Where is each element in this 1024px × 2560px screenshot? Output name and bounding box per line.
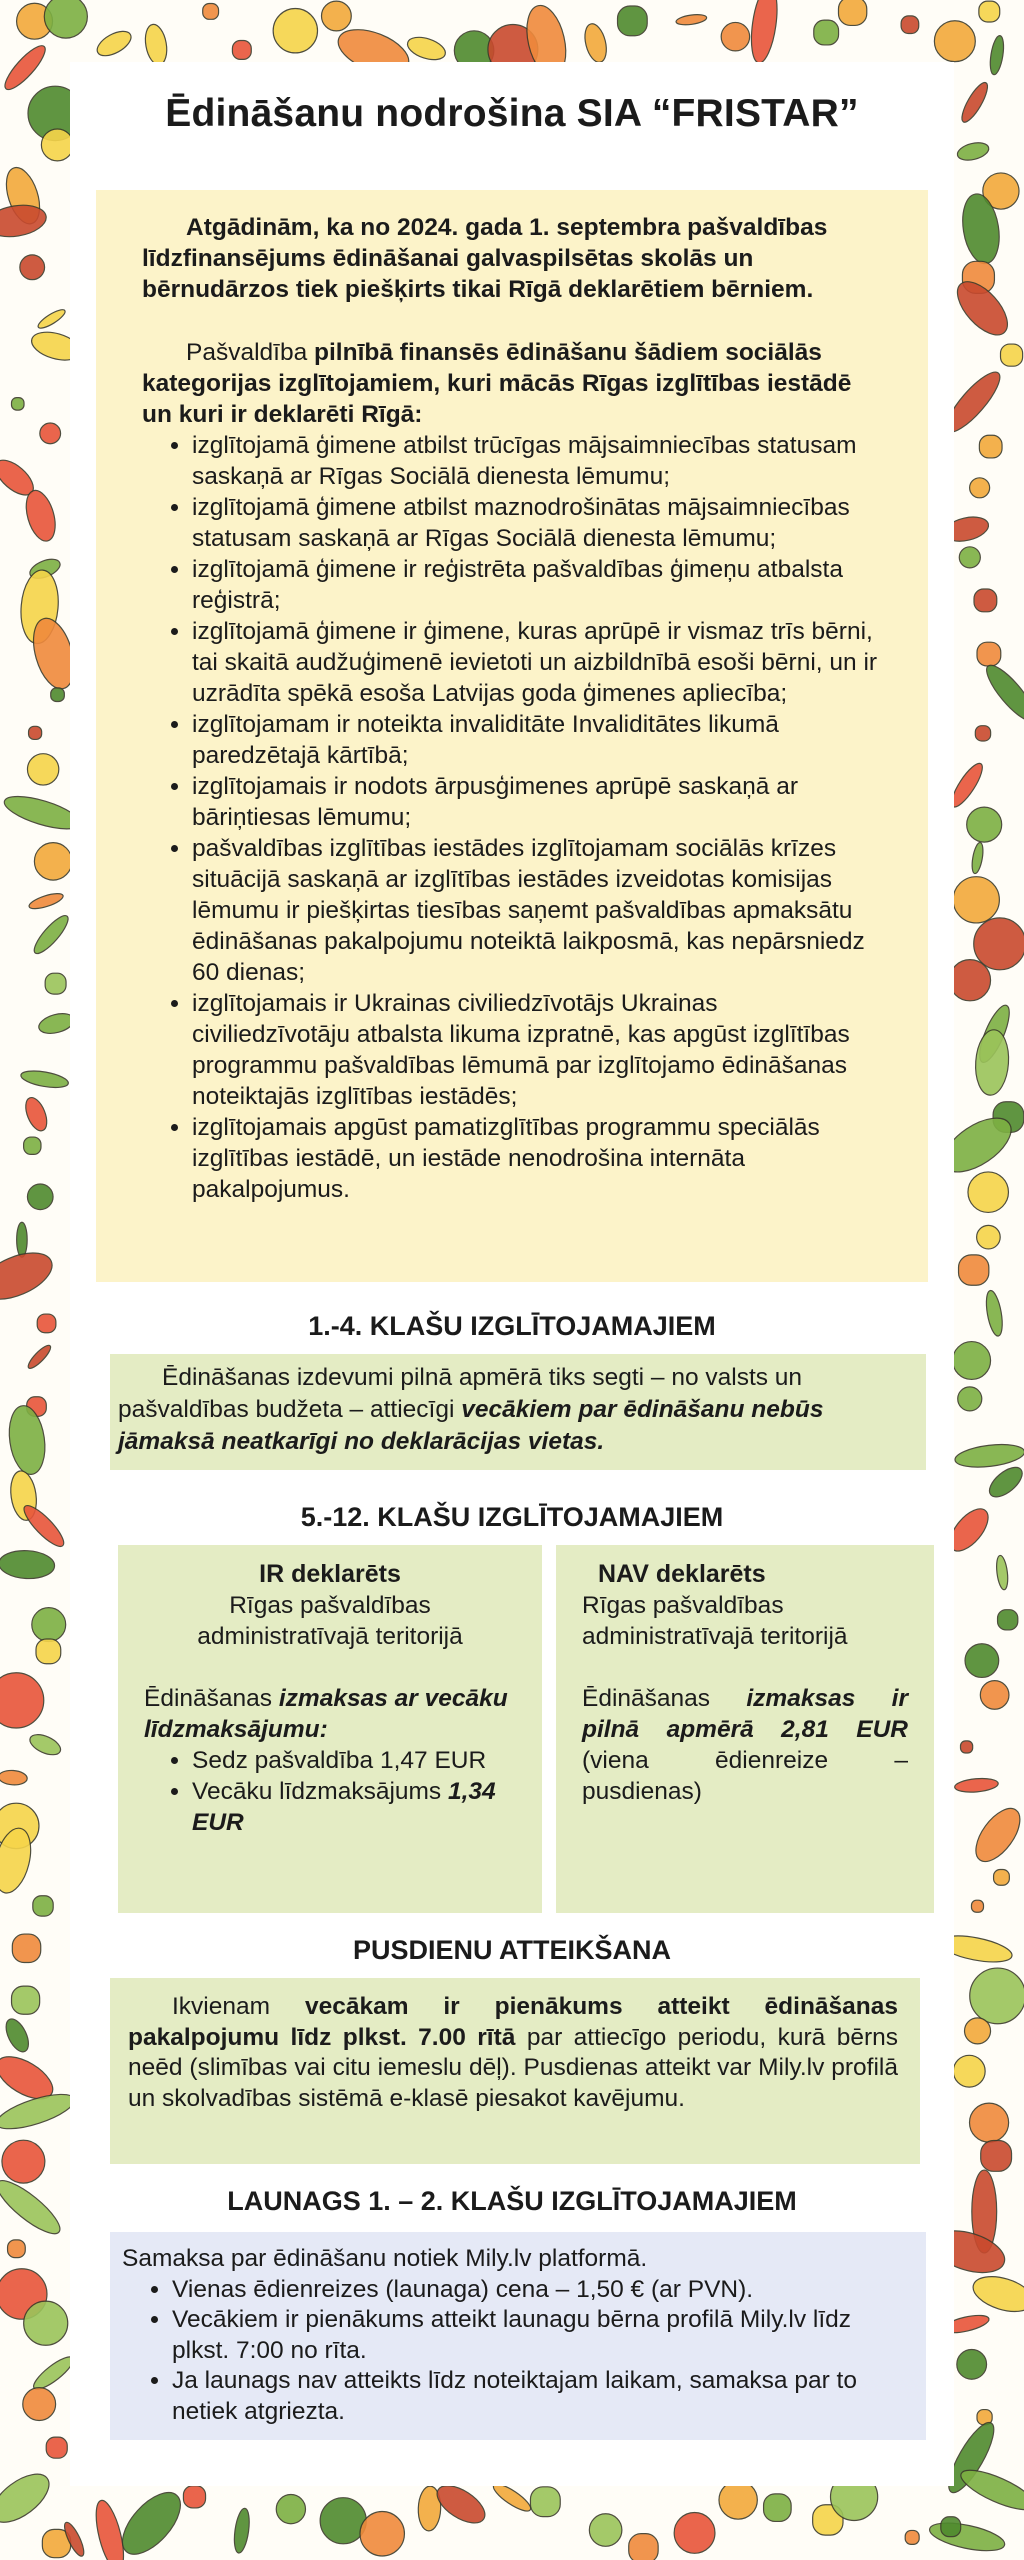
vegetable-decoration [41, 129, 73, 161]
grades-1-4-text: Ēdināšanas izdevumi pilnā apmērā tiks segti – no valsts un pašvaldības budžeta – attiecīgi [118, 1364, 803, 1423]
list-item: • Vienas ēdienreizes (launaga) cena – 1,50 € (ar PVN). [172, 2275, 910, 2306]
vegetable-decoration [721, 22, 749, 50]
vegetable-decoration [24, 1137, 41, 1154]
vegetable-decoration [979, 435, 1002, 458]
vegetable-decoration [276, 2495, 305, 2524]
vegetable-decoration [814, 20, 839, 45]
vegetable-decoration [901, 16, 919, 34]
declared-cost [144, 1683, 516, 1745]
vegetable-decoration [961, 1741, 973, 1753]
not-declared-heading: NAV deklarēts [598, 1560, 766, 1588]
not-declared-cost-suffix: (viena ēdienreize – pusdienas) [582, 1747, 908, 1805]
vegetable-decoration [971, 1900, 983, 1912]
vegetable-decoration [949, 960, 990, 1001]
not-declared-cost-emphasis: izmaksas ir pilnā apmērā 2,81 EUR [582, 1685, 908, 1743]
vegetable-decoration [998, 1610, 1018, 1630]
vegetable-decoration [29, 726, 42, 739]
vegetable-decoration [965, 1644, 999, 1678]
vegetable-decoration [11, 398, 24, 411]
lunch-cancel-box [110, 1978, 920, 2164]
vegetable-decoration [24, 2301, 68, 2345]
snack-list [122, 2275, 910, 2428]
list-item: • pašvaldības izglītības iestādes izglītojamam sociālās krīzes situācijā saskaņā ar izglītības iestādes izveidotas komisijas lēmumu ir piešķirtas tiesības saņemt pašvaldības apmaksātu ēdināšanas pakalpojumu noteiktā laikposmā, kas nepārsniedz 60 dienas; [192, 833, 882, 988]
not-declared-column [556, 1545, 934, 1913]
intro-p2-bold: pilnībā finansēs ēdināšanu šādiem sociālās kategorijas izglītojamiem, kuri mācās Rīgas izglītības iestādē un kuri ir deklarēti Rīgā: [142, 339, 852, 428]
vegetable-decoration [934, 21, 975, 62]
vegetable-decoration [974, 589, 997, 612]
vegetable-decoration [959, 1255, 989, 1285]
vegetable-decoration [974, 918, 1024, 970]
copay-label: Vecāku līdzmaksājums [192, 1778, 448, 1805]
vegetable-decoration [27, 1184, 53, 1210]
list-item: • izglītojamā ģimene ir reģistrēta pašvaldības ģimeņu atbalsta reģistrā; [192, 554, 882, 616]
vegetable-decoration [969, 2103, 1008, 2142]
intro-p1-text: Atgādinām, ka no 2024. gada 1. septembra pašvaldības līdzfinansējums ēdināšanai galvaspilsētas skolās un bērnudārzos tiek piešķirts tikai Rīgā deklarētiem bērniem. [142, 214, 828, 303]
vegetable-decoration [953, 2055, 985, 2087]
list-item [192, 1776, 516, 1838]
vegetable-decoration [838, 0, 866, 25]
vegetable-decoration [32, 1608, 66, 1642]
vegetable-decoration [764, 2494, 792, 2522]
vegetable-decoration [12, 1986, 40, 2014]
vegetable-decoration [20, 255, 45, 280]
vegetable-decoration [958, 1387, 982, 1411]
list-item: • izglītojamā ģimene atbilst trūcīgas mājsaimniecības statusam saskaņā ar Rīgas Sociālā dienesta lēmumu; [192, 430, 882, 492]
grades-1-4-emphasis: vecākiem par ēdināšanu nebūs jāmaksā neatkarīgi no deklarācijas vietas. [118, 1396, 824, 1455]
vegetable-decoration [273, 9, 317, 53]
vegetable-decoration [17, 1222, 28, 1257]
vegetable-decoration [941, 2517, 961, 2537]
list-item: • izglītojamā ģimene ir ģimene, kuras aprūpē ir vismaz trīs bērni, tai skaitā audžuģimenē ievietoti un aizbildnībā esoši bērni, un ir uzrādīta spēkā esoša Latvijas goda ģimenes apliecība; [192, 616, 882, 709]
vegetable-decoration [37, 1314, 56, 1333]
lunch-cancel-bold: vecākam ir pienākums atteikt ēdināšanas pakalpojumu līdz plkst. 7.00 rītā [128, 1993, 899, 2051]
vegetable-decoration [970, 478, 990, 498]
vegetable-decoration [2, 2140, 45, 2183]
vegetable-decoration [967, 807, 1002, 842]
vegetable-decoration [629, 2534, 658, 2560]
copay-amount: 1,34 EUR [192, 1778, 496, 1836]
vegetable-decoration [953, 877, 999, 923]
page-title: Ēdināšanu nodrošina SIA “FRISTAR” [165, 92, 859, 135]
vegetable-decoration [232, 40, 251, 59]
vegetable-decoration [994, 1869, 1010, 1885]
section-heading-grades-5-12: 5.-12. KLAŠU IZGLĪTOJAMAJIEM [300, 1502, 724, 1532]
vegetable-decoration [183, 2486, 205, 2508]
declared-column [118, 1545, 542, 1913]
vegetable-decoration [360, 2512, 404, 2556]
vegetable-decoration [34, 843, 71, 880]
section-heading-snack: LAUNAGS 1. – 2. KLAŠU IZGLĪTOJAMAJIEM [227, 2186, 797, 2216]
snack-intro: Samaksa par ēdināšanu notiek Mily.lv platformā. [122, 2245, 648, 2272]
declared-cost-prefix: Ēdināšanas [144, 1685, 279, 1712]
not-declared-cost [582, 1683, 908, 1807]
vegetable-decoration [320, 2498, 366, 2544]
list-item: • izglītojamais apgūst pamatizglītības programmu speciālās izglītības iestādē, un iestāde nenodrošina internāta pakalpojumus. [192, 1112, 882, 1205]
lunch-cancel-text-2: par attiecīgo periodu, kurā bērns neēd (slimības vai citu iemeslu dēļ). Pusdienas atteikt var Mily.lv profilā un skolvadības sistēmā e-klasē piesakot kavējumu. [128, 2023, 898, 2112]
vegetable-decoration [957, 2349, 987, 2379]
vegetable-decoration [981, 2140, 1012, 2171]
vegetable-decoration [979, 1, 1000, 22]
vegetable-decoration [40, 423, 61, 444]
not-declared-cost-prefix: Ēdināšanas [582, 1685, 747, 1712]
vegetable-decoration [968, 1172, 1008, 1212]
vegetable-decoration [953, 1342, 991, 1380]
list-item: • Vecākiem ir pienākums atteikt launagu bērna profilā Mily.lv līdz plkst. 7:00 no rīta. [172, 2305, 910, 2366]
vegetable-decoration [959, 547, 980, 568]
section-heading-lunch-cancel: PUSDIENU ATTEIKŠANA [352, 1935, 671, 1965]
social-category-list [142, 430, 882, 1205]
section-heading-grades-1-4: 1.-4. KLAŠU IZGLĪTOJAMAJIEM [308, 1311, 716, 1341]
vegetable-decoration [970, 1968, 1024, 2024]
vegetable-decoration [321, 1, 351, 31]
declared-heading: IR deklarēts [259, 1560, 401, 1588]
vegetable-decoration [977, 642, 1001, 666]
vegetable-decoration [530, 2487, 560, 2517]
declared-cost-list [144, 1745, 516, 1838]
vegetable-decoration [977, 1225, 1001, 1249]
vegetable-decoration [12, 1934, 40, 1962]
vegetable-decoration [203, 3, 219, 19]
vegetable-decoration [905, 2530, 919, 2544]
vegetable-decoration [975, 726, 990, 741]
intro-paragraph-2 [142, 337, 882, 430]
declared-cost-emphasis: izmaksas ar vecāku līdzmaksājumu: [144, 1685, 508, 1743]
vegetable-decoration [589, 2514, 622, 2547]
vegetable-decoration [719, 2481, 757, 2519]
list-item: • izglītojamais ir Ukrainas civiliedzīvotājs Ukrainas civiliedzīvotāju atbalsta likuma izpratnē, kas apgūst izglītības programmu pašvaldības lēmumā par izglītojamo ēdināšanas noteiktajās izglītības iestādēs; [192, 988, 882, 1112]
snack-box [110, 2232, 926, 2440]
vegetable-decoration [965, 2018, 991, 2044]
intro-box [96, 190, 928, 1282]
vegetable-decoration [45, 973, 66, 994]
grades-1-4-box [110, 1354, 926, 1470]
lunch-cancel-text-1: Ikvienam [172, 1993, 305, 2020]
vegetable-decoration [980, 1681, 1009, 1710]
not-declared-subtitle: Rīgas pašvaldības administratīvajā teritorijā [582, 1592, 848, 1650]
list-item: • Ja launags nav atteikts līdz noteiktajam laikam, samaksa par to netiek atgriezta. [172, 2366, 910, 2427]
list-item: • izglītojamam ir noteikta invaliditāte Invaliditātes likumā paredzētajā kārtībā; [192, 709, 882, 771]
vegetable-decoration [618, 6, 648, 36]
intro-p2-start: Pašvaldība [186, 339, 315, 366]
vegetable-decoration [36, 1639, 61, 1664]
vegetable-decoration [1000, 344, 1022, 366]
vegetable-decoration [51, 688, 65, 702]
list-item: • Sedz pašvaldība 1,47 EUR [192, 1745, 516, 1776]
vegetable-decoration [44, 0, 87, 38]
vegetable-decoration [8, 2240, 26, 2258]
vegetable-decoration [46, 2437, 67, 2458]
intro-paragraph-1 [142, 212, 882, 305]
vegetable-decoration [33, 1896, 53, 1916]
vegetable-decoration [674, 2512, 715, 2553]
vegetable-decoration [23, 2388, 56, 2421]
list-item: • izglītojamā ģimene atbilst maznodrošinātas mājsaimniecības statusam saskaņā ar Rīgas Sociālā dienesta lēmumu; [192, 492, 882, 554]
vegetable-decoration [27, 754, 58, 785]
declared-subtitle: Rīgas pašvaldības administratīvajā teritorijā [197, 1592, 463, 1650]
list-item: • izglītojamais ir nodots ārpusģimenes aprūpē saskaņā ar bāriņtiesas lēmumu; [192, 771, 882, 833]
